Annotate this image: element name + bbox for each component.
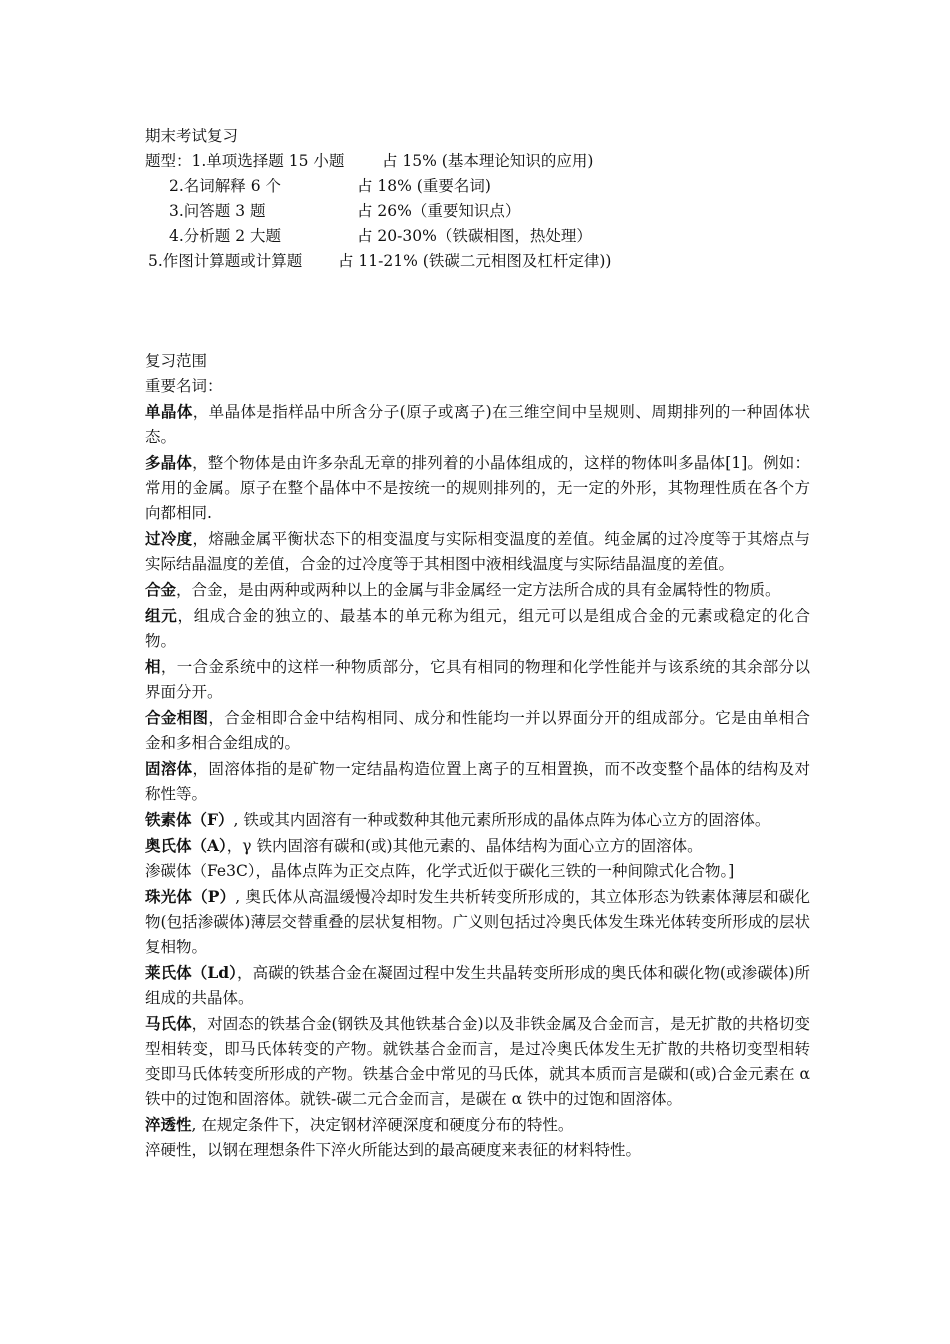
section-title: 复习范围 [145, 352, 208, 370]
question-type-share: 占 15% (基本理论知识的应用) [382, 152, 594, 170]
term-name: 过冷度 [145, 529, 193, 548]
term-separator: ， [192, 454, 208, 472]
term-separator: ， [176, 581, 192, 599]
term-name: 单晶体 [145, 402, 193, 421]
term-name: 合金 [145, 580, 177, 599]
question-type-name: 4.分析题 2 大题 [169, 227, 282, 245]
term-definition [145, 399, 810, 450]
term-name: 铁素体（F） [145, 810, 234, 829]
term-separator: ， [236, 964, 253, 982]
term-definition [145, 1112, 810, 1138]
term-definition [145, 859, 810, 884]
term-definition [145, 654, 810, 705]
term-definition [145, 807, 810, 833]
term-definition [145, 450, 810, 526]
section-subtitle: 重要名词： [145, 377, 223, 395]
term-text: 对固态的铁基合金(钢铁及其他铁基合金)以及非铁金属及合金而言，是无扩散的共格切变型相转变，即马氏体转变的产物。就铁基合金而言，是过冷奥氏体发生无扩散的共格切变型相转变即马氏体转变所形成的产物。铁基合金中常见的马氏体，就其本质而言是碳和(或)合金元素在 α 铁中的过饱和固溶体。就铁-碳二元合金而言，是碳在 α 铁中的过饱和固溶体。 [145, 1015, 810, 1108]
term-name: 合金相图 [145, 708, 209, 727]
term-definition [145, 960, 810, 1011]
term-separator: , [233, 811, 244, 829]
term-definition [145, 1011, 810, 1112]
term-separator: , [191, 1116, 202, 1134]
term-name: 珠光体（P） [145, 887, 236, 906]
term-name: 莱氏体（Ld） [145, 963, 237, 982]
question-type-name: 2.名词解释 6 个 [169, 177, 282, 195]
term-text: 固溶体指的是矿物一定结晶构造位置上离子的互相置换，而不改变整个晶体的结构及对称性等。 [145, 760, 810, 803]
question-type-row [145, 199, 810, 224]
question-type-share: 占 20-30%（铁碳相图，热处理） [357, 227, 592, 245]
question-type-share: 占 11-21% (铁碳二元相图及杠杆定律)) [338, 252, 612, 270]
term-definition [145, 577, 810, 603]
term-definition [145, 756, 810, 807]
term-separator: ， [177, 607, 194, 625]
question-type-label: 1.单项选择题 15 小题 [191, 152, 345, 170]
term-text: 熔融金属平衡状态下的相变温度与实际相变温度的差值。纯金属的过冷度等于其熔点与实际结晶温度的差值，合金的过冷度等于其相图中液相线温度与实际结晶温度的差值。 [145, 530, 810, 573]
term-separator: , [235, 888, 246, 906]
term-separator: ， [208, 709, 225, 727]
question-type-row [145, 174, 810, 199]
term-separator: ， [192, 530, 209, 548]
question-type-name [145, 149, 382, 174]
term-text: 单晶体是指样品中所含分子(原子或离子)在三维空间中呈规则、周期排列的一种固体状态。 [145, 403, 810, 446]
term-text: 奥氏体从高温缓慢冷却时发生共析转变所形成的，其立体形态为铁素体薄层和碳化物(包括渗碳体)薄层交替重叠的层状复相物。广义则包括过冷奥氏体发生珠光体转变所形成的层状复相物。 [145, 888, 810, 956]
question-type-share: 占 18% (重要名词) [357, 177, 491, 195]
term-separator: ， [192, 403, 209, 421]
question-type-share: 占 26%（重要知识点） [357, 202, 521, 220]
term-text: 合金，是由两种或两种以上的金属与非金属经一定方法所合成的具有金属特性的物质。 [191, 581, 781, 599]
term-name: 淬透性 [145, 1115, 192, 1134]
question-type-prefix: 题型： [145, 152, 192, 170]
term-text: 高碳的铁基合金在凝固过程中发生共晶转变所形成的奥氏体和碳化物(或渗碳体)所组成的共晶体。 [145, 964, 810, 1007]
term-text: 淬硬性，以钢在理想条件下淬火所能达到的最高硬度来表征的材料特性。 [145, 1141, 642, 1159]
term-separator: ， [192, 760, 209, 778]
term-text: 合金相即合金中结构相同、成分和性能均一并以界面分开的组成部分。它是由单相合金和多相合金组成的。 [145, 709, 810, 752]
section-spacer [145, 274, 810, 349]
document-title: 期末考试复习 [145, 127, 239, 145]
question-type-row [145, 249, 810, 274]
term-definition [145, 705, 810, 756]
term-definition [145, 833, 810, 859]
term-definition [145, 603, 810, 654]
term-definition [145, 884, 810, 960]
question-type-name: 5.作图计算题或计算题 [148, 252, 303, 270]
term-definition [145, 1138, 810, 1163]
document-body [145, 124, 810, 1163]
question-type-row [145, 149, 810, 174]
question-type-name: 3.问答题 3 题 [169, 202, 266, 220]
term-text: 组成合金的独立的、最基本的单元称为组元，组元可以是组成合金的元素或稳定的化合物。 [145, 607, 810, 650]
term-text: 铁或其内固溶有一种或数种其他元素所形成的晶体点阵为体心立方的固溶体。 [243, 811, 771, 829]
term-separator: ， [226, 837, 243, 855]
term-name: 固溶体 [145, 759, 193, 778]
question-type-row [145, 224, 810, 249]
term-name: 多晶体 [145, 453, 193, 472]
term-name: 组元 [145, 606, 178, 625]
term-name: 相 [145, 657, 161, 676]
term-separator: ， [191, 1015, 208, 1033]
term-text: γ 铁内固溶有碳和(或)其他元素的、晶体结构为面心立方的固溶体。 [242, 837, 703, 855]
term-text: 整个物体是由许多杂乱无章的排列着的小晶体组成的，这样的物体叫多晶体[1]。例如：常用的金属。原子在整个晶体中不是按统一的规则排列的，无一定的外形，其物理性质在各个方向都相同. [145, 454, 810, 522]
term-name: 奥氏体（A） [145, 836, 227, 855]
term-definition [145, 526, 810, 577]
term-text: 渗碳体（Fe3C），晶体点阵为正交点阵，化学式近似于碳化三铁的一种间隙式化合物。] [145, 862, 735, 880]
term-text: 在规定条件下，决定钢材淬硬深度和硬度分布的特性。 [201, 1116, 574, 1134]
term-separator: ， [160, 658, 177, 676]
term-text: 一合金系统中的这样一种物质部分，它具有相同的物理和化学性能并与该系统的其余部分以界面分开。 [145, 658, 810, 701]
term-name: 马氏体 [145, 1014, 192, 1033]
